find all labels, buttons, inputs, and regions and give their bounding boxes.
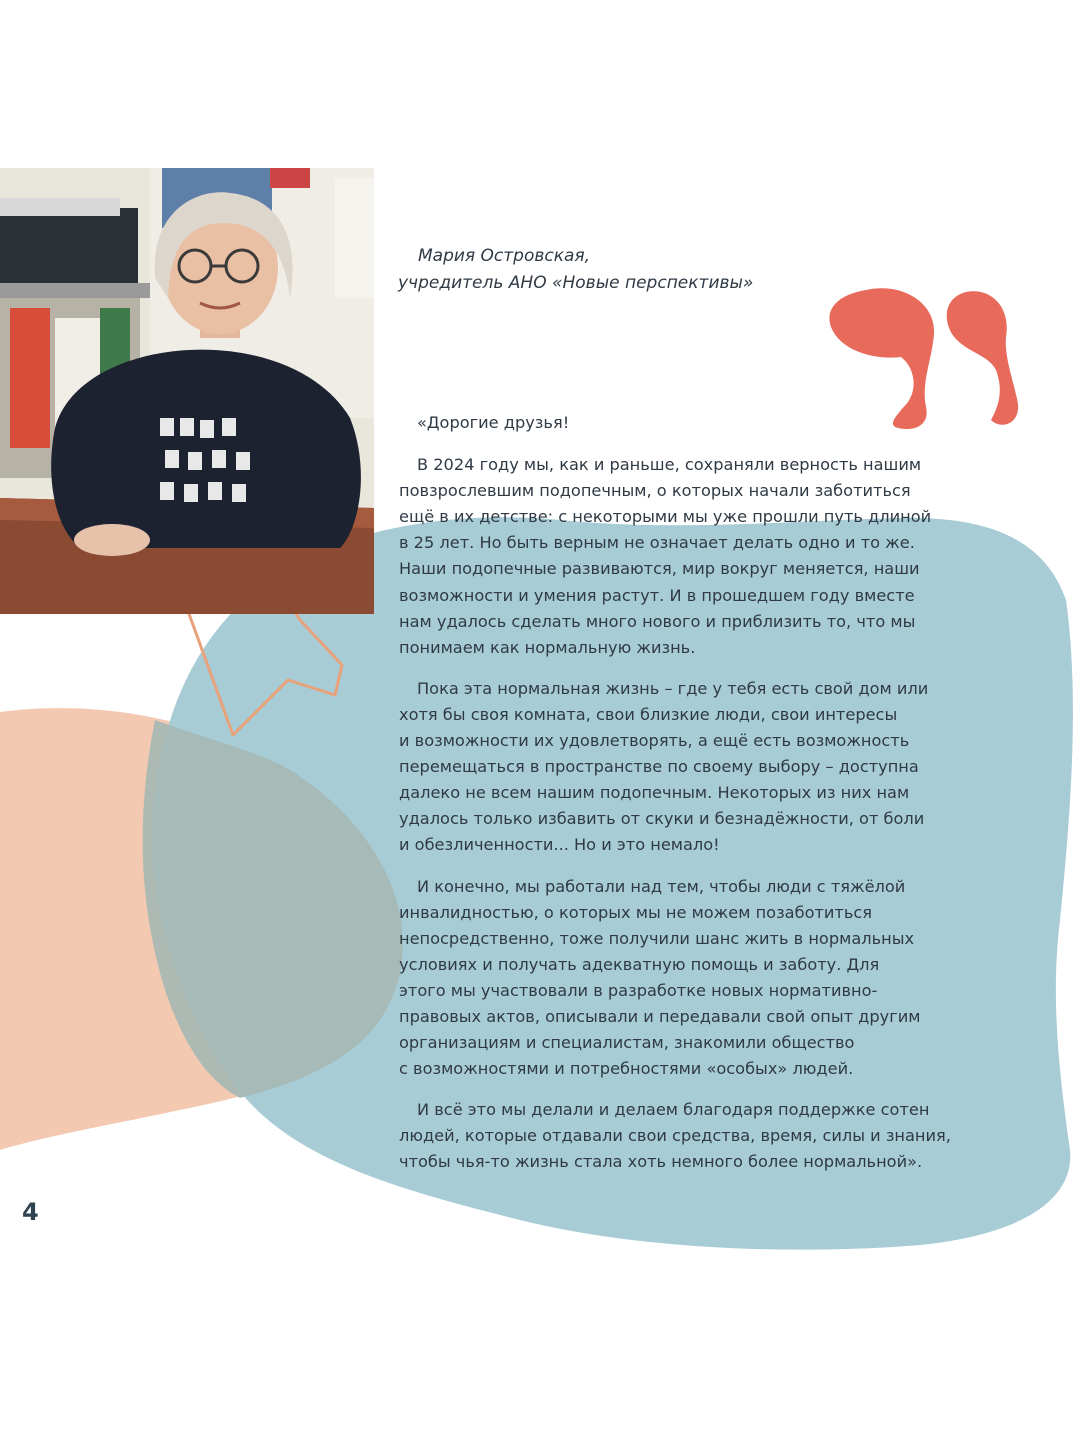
page-number: 4	[22, 1198, 39, 1226]
letter-greeting: «Дорогие друзья!	[417, 413, 570, 432]
letter-paragraph: И всё это мы делали и делаем благодаря поддержке сотен людей, которые отдавали свои средства, время, силы и знания, чтобы чья-то жизнь стала хоть немного более нормальной».	[399, 1100, 951, 1172]
letter-body	[399, 410, 1009, 1191]
author-role: учредитель АНО «Новые перспективы»	[398, 273, 754, 293]
author-caption	[398, 243, 818, 297]
letter-paragraph: И конечно, мы работали над тем, чтобы люди с тяжёлой инвалидностью, о которых мы не можем позаботиться непосредственно, тоже получили шанс жить в нормальных условиях и получать адекватную помощь и заботу. Для этого мы участвовали в разработке новых нормативно- правовых актов, описывали и передавали свой опыт другим организациям и специалистам, знакомили общество с возможностями и потребностями «особых» людей.	[399, 876, 921, 1079]
letter-paragraph: В 2024 году мы, как и раньше, сохраняли верность нашим повзрослевшим подопечным, о которых начали заботиться ещё в их детстве: с некоторыми мы уже прошли путь длиной в 25 лет. Но быть верным не означает делать одно и то же. Наши подопечные развиваются, мир вокруг меняется, наши возможности и умения растут. И в прошедшем году вместе нам удалось сделать много нового и приблизить то, что мы понимаем как нормальную жизнь.	[399, 455, 932, 657]
author-name: Мария Островская,	[418, 246, 591, 266]
portrait-photo	[0, 168, 374, 614]
letter-paragraph: Пока эта нормальная жизнь – где у тебя есть свой дом или хотя бы своя комната, свои близкие люди, свои интересы и возможности их удовлетворять, а ещё есть возможность перемещаться в пространстве по своему выбору – доступна далеко не всем нашим подопечным. Некоторых из них нам удалось только избавить от скуки и безнадёжности, от боли и обезличенности... Но и это немало!	[399, 678, 929, 855]
